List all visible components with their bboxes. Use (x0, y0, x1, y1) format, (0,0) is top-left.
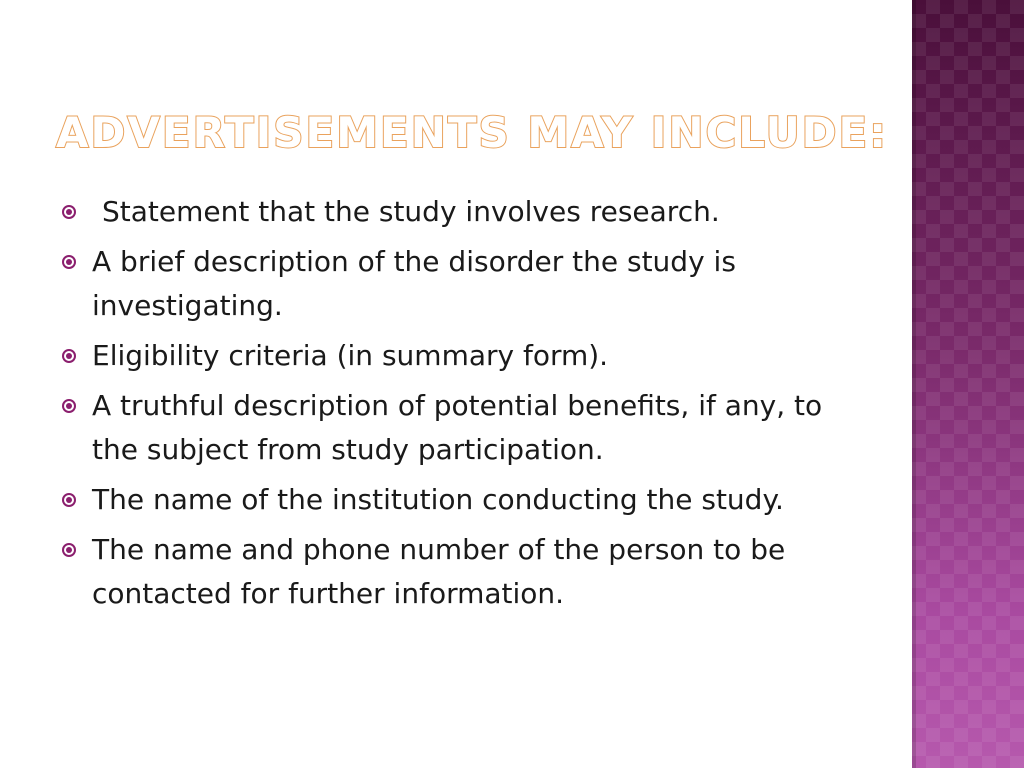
bullet-item (62, 240, 862, 328)
bullet-list (62, 190, 862, 622)
bullet-item (62, 478, 862, 522)
bullet-text: The name of the institution conducting the study. (92, 483, 784, 516)
circle-dot-icon (62, 543, 76, 557)
circle-dot-icon (62, 349, 76, 363)
circle-dot-icon (62, 205, 76, 219)
slide-title: ADVERTISEMENTS MAY INCLUDE: (56, 108, 889, 157)
bullet-item (62, 384, 862, 472)
bullet-text: Eligibility criteria (in summary form). (92, 339, 609, 372)
bullet-text: Statement that the study involves research. (102, 195, 720, 228)
circle-dot-icon (62, 255, 76, 269)
decorative-side-band (912, 0, 1024, 768)
bullet-item (62, 528, 862, 616)
circle-dot-icon (62, 399, 76, 413)
bullet-item (62, 334, 862, 378)
bullet-text: A truthful description of potential benefits, if any, to the subject from study participation. (92, 389, 823, 466)
bullet-text: A brief description of the disorder the study is investigating. (92, 245, 736, 322)
bullet-item (62, 190, 862, 234)
bullet-text: The name and phone number of the person to be contacted for further information. (92, 533, 786, 610)
circle-dot-icon (62, 493, 76, 507)
